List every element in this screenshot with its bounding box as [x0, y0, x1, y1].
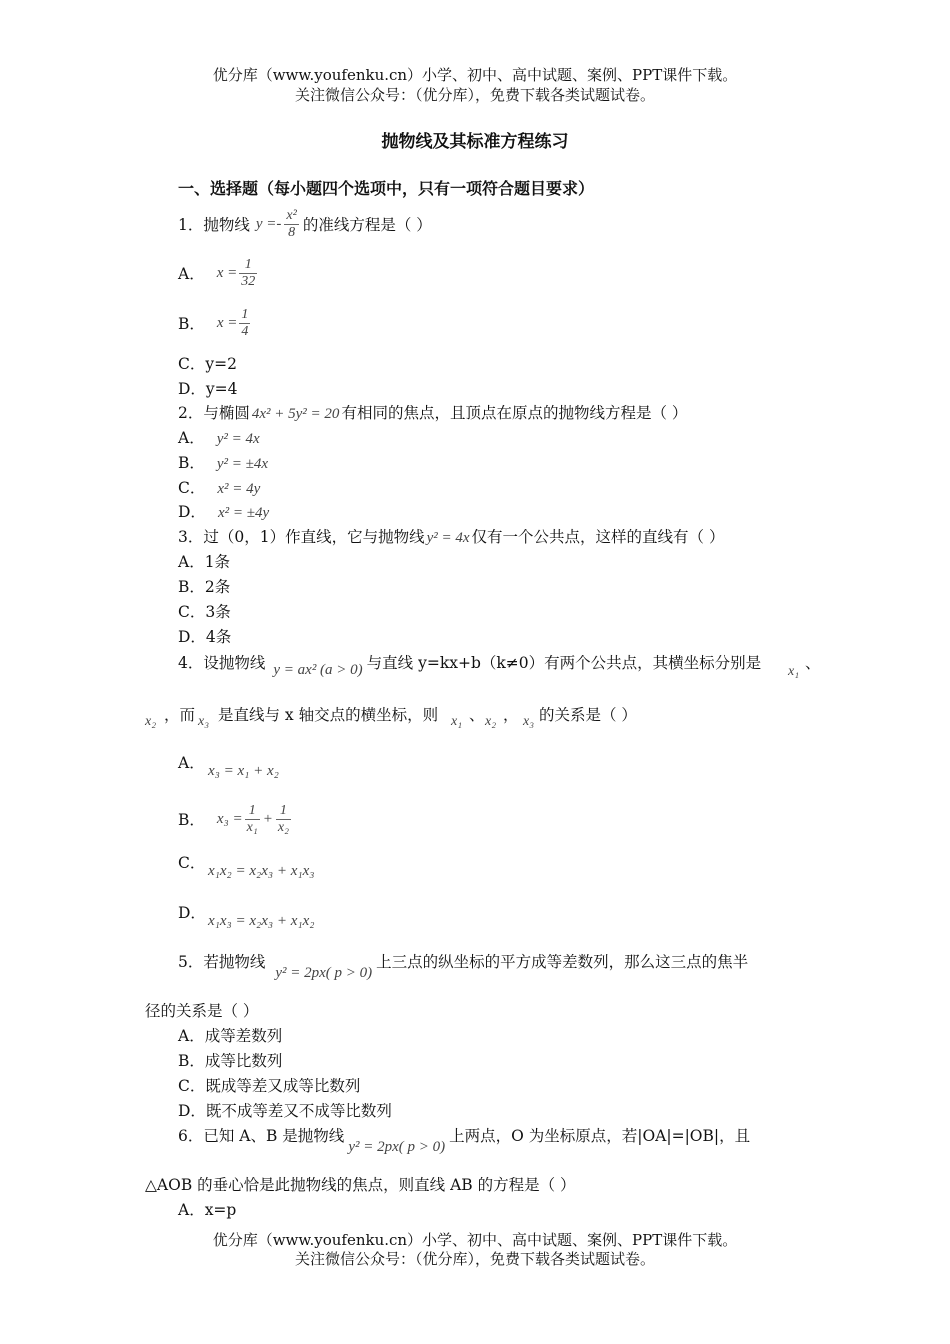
q4-separator: 、: [805, 654, 821, 672]
q4-b-numerator-2: 1: [276, 803, 291, 820]
q1-a-numerator: 1: [239, 257, 257, 274]
q2-b-equation: y² = ±4x: [216, 456, 269, 472]
q1-b-numerator: 1: [241, 306, 249, 322]
q4-text-c: 、: [469, 706, 485, 724]
q1-equation-lhs: y =-: [255, 215, 282, 232]
q4-b-lhs: x₃ =: [216, 810, 243, 827]
q1-fraction-denominator: 8: [288, 224, 296, 240]
q4-x1: x₁: [788, 664, 800, 679]
q5-suffix: 上三点的纵坐标的平方成等差数列，那么这三点的焦半: [376, 953, 749, 971]
q4-x3-again: x₃: [523, 714, 535, 729]
q2-option-d: [178, 500, 269, 522]
q1-option-a: [178, 252, 257, 294]
header-line-2: 关注微信公众号：（优分库），免费下载各类试题试卷。: [294, 86, 655, 104]
q2-b-label: B．: [178, 454, 205, 472]
q6-option-a: A．x=p: [178, 1201, 237, 1219]
q5-option-b: B．成等比数列: [178, 1052, 283, 1070]
q6-line-2: △AOB 的垂心恰是此抛物线的焦点，则直线 AB 的方程是（ ）: [145, 1176, 576, 1194]
q2-option-b: [178, 451, 268, 473]
q5-prefix: 5．若抛物线: [178, 953, 266, 971]
question-3: [178, 525, 724, 547]
q4-b-fraction-2: [276, 803, 291, 836]
question-4: [178, 651, 762, 678]
q4-b-fraction-1: [245, 803, 260, 836]
q4-text-b: 是直线与 x 轴交点的横坐标，则: [218, 706, 439, 724]
header-line-1: 优分库（www.youfenku.cn）小学、初中、高中试题、案例、PPT课件下载。: [212, 66, 738, 84]
q4-b-denominator-1: x₁: [246, 819, 258, 835]
q4-option-d: x₁x₃ = x₂x₃ + x₁x₂: [208, 913, 315, 929]
q2-c-label: C．: [178, 479, 206, 497]
q2-equation: 4x² + 5y² = 20: [251, 406, 340, 422]
q4-text-a: ，而: [164, 706, 196, 724]
q1-suffix: 的准线方程是（ ）: [302, 216, 432, 234]
q6-prefix: 6．已知 A、B 是抛物线: [178, 1127, 345, 1145]
q6-equation: y² = 2px( p > 0): [348, 1139, 446, 1155]
q4-option-c-label: C．: [178, 854, 206, 872]
page-title: 抛物线及其标准方程练习: [381, 132, 569, 152]
q1-option-d: D．y=4: [178, 380, 238, 398]
q1-a-lhs: x =: [216, 264, 238, 281]
q4-option-c: x₁x₂ = x₂x₃ + x₁x₃: [208, 863, 315, 879]
q1-option-b: [178, 302, 250, 344]
q4-x3: x₃: [198, 714, 210, 729]
q2-a-label: A．: [178, 429, 205, 447]
q5-option-c: C．既成等差又成等比数列: [178, 1077, 361, 1095]
q4-option-a-label: A．: [178, 754, 205, 772]
q2-option-a: [178, 426, 260, 448]
q1-prefix: 1．抛物线: [178, 216, 250, 234]
q5-equation: y² = 2px( p > 0): [275, 965, 373, 981]
q6-suffix: 上两点，O 为坐标原点，若|OA|=|OB|，且: [449, 1127, 751, 1145]
q5-option-d: D．既不成等差又不成等比数列: [178, 1102, 392, 1120]
q2-option-c: [178, 476, 260, 498]
q4-b-numerator-1: 1: [245, 803, 260, 820]
question-5: [178, 950, 749, 981]
q4-text-e: 的关系是（ ）: [539, 706, 637, 724]
q3-suffix: 仅有一个公共点，这样的直线有（ ）: [471, 528, 725, 546]
q3-option-b: B．2条: [178, 578, 231, 596]
q3-prefix: 3．过（0，1）作直线，它与抛物线: [178, 528, 425, 546]
q4-b-denominator-2: x₂: [277, 819, 289, 835]
q4-option-a: x₃ = x₁ + x₂: [208, 763, 279, 779]
q3-option-d: D．4条: [178, 628, 232, 646]
q4-x2: x₂: [145, 714, 157, 729]
q4-text-d: ，: [503, 706, 519, 724]
q1-b-denominator: 4: [241, 323, 249, 339]
q2-c-equation: x² = 4y: [217, 481, 261, 497]
q4-option-b: [178, 796, 291, 842]
q4-b-plus: +: [262, 810, 273, 827]
question-1: [178, 201, 432, 247]
section-heading: 一、选择题（每小题四个选项中，只有一项符合题目要求）: [178, 179, 595, 198]
footer-line-2: 关注微信公众号：（优分库），免费下载各类试题试卷。: [294, 1250, 655, 1268]
q1-a-label: A．: [178, 265, 205, 283]
q4-x1-again: x₁: [451, 714, 463, 729]
q1-a-fraction: [239, 257, 257, 290]
q1-a-denominator: 32: [241, 273, 256, 289]
q1-fraction-numerator: x²: [286, 207, 297, 223]
q4-middle: 与直线 y=kx+b（k≠0）有两个公共点，其横坐标分别是: [366, 654, 762, 672]
q3-equation: y² = 4x: [426, 530, 470, 546]
q4-prefix: 4．设抛物线: [178, 654, 266, 672]
q5-line-2: 径的关系是（ ）: [145, 1002, 259, 1020]
q4-option-d-label: D．: [178, 904, 206, 922]
q4-x2-again: x₂: [485, 714, 497, 729]
q1-b-fraction: [239, 307, 250, 340]
q2-suffix: 有相同的焦点，且顶点在原点的抛物线方程是（ ）: [341, 404, 688, 422]
q3-option-c: C．3条: [178, 603, 231, 621]
footer-line-1: 优分库（www.youfenku.cn）小学、初中、高中试题、案例、PPT课件下载。: [212, 1231, 738, 1249]
q2-d-label: D．: [178, 503, 206, 521]
q2-d-equation: x² = ±4y: [217, 505, 270, 521]
q2-prefix: 2．与椭圆: [178, 404, 250, 422]
q1-b-lhs: x =: [216, 314, 238, 331]
q2-a-equation: y² = 4x: [216, 431, 260, 447]
q1-b-label: B．: [178, 315, 205, 333]
q3-option-a: A．1条: [178, 553, 231, 571]
q1-fraction: [284, 208, 298, 241]
q4-equation: y = ax² (a > 0): [273, 662, 363, 678]
q1-option-c: C．y=2: [178, 355, 237, 373]
question-6: [178, 1124, 751, 1155]
question-2: [178, 401, 687, 423]
q5-option-a: A．成等差数列: [178, 1027, 283, 1045]
q4-b-label: B．: [178, 811, 205, 829]
